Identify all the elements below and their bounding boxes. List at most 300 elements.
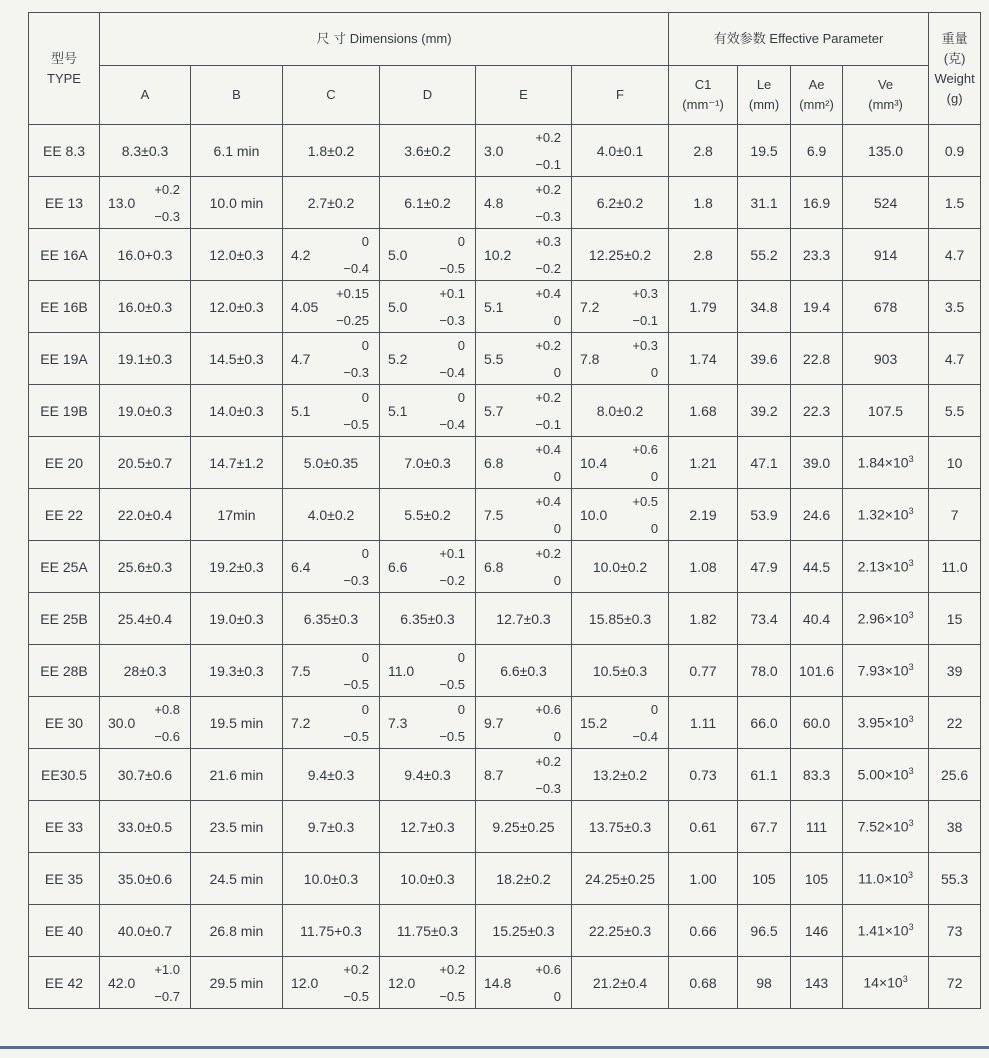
ve-cell xyxy=(843,593,929,645)
tolerance-stack xyxy=(507,546,571,588)
table-row xyxy=(29,177,981,229)
tolerance-value xyxy=(380,385,475,436)
lower-tolerance: −0.1 xyxy=(535,156,561,172)
nominal-value: 6.8 xyxy=(484,454,504,471)
tolerance-stack xyxy=(603,338,668,380)
ae-cell: 143 xyxy=(791,957,843,1009)
ve-cell xyxy=(843,437,929,489)
tolerance-value xyxy=(476,281,571,332)
dim-d-cell: 7.0±0.3 xyxy=(380,437,476,489)
ve-mantissa: 11.0×10 xyxy=(858,870,909,887)
ve-cell: 914 xyxy=(843,229,929,281)
le-cell: 61.1 xyxy=(738,749,791,801)
c1-cell: 1.00 xyxy=(669,853,738,905)
ve-exponent: 3 xyxy=(908,714,914,725)
weight-header-en: Weight xyxy=(934,70,975,86)
nominal-value: 7.5 xyxy=(484,506,504,523)
upper-tolerance: +0.8 xyxy=(154,701,180,717)
ve-cell xyxy=(843,697,929,749)
dim-d-cell xyxy=(380,385,476,437)
dim-e-cell: 12.7±0.3 xyxy=(476,593,572,645)
ve-mantissa: 7.52×10 xyxy=(857,818,909,835)
upper-tolerance: +0.4 xyxy=(535,493,561,509)
upper-tolerance: +0.15 xyxy=(336,285,369,301)
c1-cell: 0.68 xyxy=(669,957,738,1009)
nominal-value: 12.0 xyxy=(291,974,319,991)
dim-f-cell: 10.5±0.3 xyxy=(572,645,669,697)
dim-a-cell: 25.6±0.3 xyxy=(100,541,191,593)
dim-c-cell: 1.8±0.2 xyxy=(283,125,380,177)
nominal-value: 6.4 xyxy=(291,558,311,575)
type-cell: EE 25A xyxy=(29,541,100,593)
c1-cell: 0.73 xyxy=(669,749,738,801)
c1-cell: 2.8 xyxy=(669,229,738,281)
nominal-value: 12.0 xyxy=(388,974,416,991)
ae-cell: 105 xyxy=(791,853,843,905)
dim-f-cell xyxy=(572,333,669,385)
col-e-header: E xyxy=(476,66,572,125)
upper-tolerance: +0.4 xyxy=(535,285,561,301)
lower-tolerance: −0.5 xyxy=(439,988,465,1004)
ve-exponent: 3 xyxy=(908,610,914,621)
dim-d-cell: 12.7±0.3 xyxy=(380,801,476,853)
table-row xyxy=(29,697,981,749)
dim-e-cell xyxy=(476,489,572,541)
dim-b-cell: 19.3±0.3 xyxy=(191,645,283,697)
header-row-1 xyxy=(29,13,981,66)
dim-d-cell: 9.4±0.3 xyxy=(380,749,476,801)
tolerance-stack xyxy=(314,650,379,692)
dim-f-cell: 12.25±0.2 xyxy=(572,229,669,281)
ve-mantissa: 2.96×10 xyxy=(857,610,909,627)
dimensions-header: 尺 寸 Dimensions (mm) xyxy=(100,13,669,66)
dim-e-cell xyxy=(476,437,572,489)
dim-a-cell xyxy=(100,697,191,749)
dim-e-cell xyxy=(476,281,572,333)
type-header-en: TYPE xyxy=(47,70,81,86)
dim-a-cell: 16.0±0.3 xyxy=(100,281,191,333)
dim-c-cell: 2.7±0.2 xyxy=(283,177,380,229)
nominal-value: 7.8 xyxy=(580,350,600,367)
weight-cell: 0.9 xyxy=(929,125,981,177)
ve-mantissa: 3.95×10 xyxy=(857,714,909,731)
lower-tolerance: 0 xyxy=(650,468,659,484)
type-cell: EE30.5 xyxy=(29,749,100,801)
dim-f-cell: 21.2±0.4 xyxy=(572,957,669,1009)
ae-cell: 22.8 xyxy=(791,333,843,385)
dim-d-cell: 6.1±0.2 xyxy=(380,177,476,229)
upper-tolerance: +0.2 xyxy=(535,753,561,769)
table-row xyxy=(29,541,981,593)
ve-exponent: 3 xyxy=(908,870,914,881)
tolerance-stack xyxy=(507,494,571,536)
upper-tolerance: 0 xyxy=(457,389,465,405)
tolerance-stack xyxy=(314,390,379,432)
nominal-value: 4.2 xyxy=(291,246,311,263)
dim-d-cell: 11.75±0.3 xyxy=(380,905,476,957)
table-row xyxy=(29,853,981,905)
le-cell: 55.2 xyxy=(738,229,791,281)
le-cell: 66.0 xyxy=(738,697,791,749)
tolerance-stack xyxy=(411,234,475,276)
tolerance-stack xyxy=(507,390,571,432)
type-cell: EE 19B xyxy=(29,385,100,437)
nominal-value: 7.2 xyxy=(291,714,311,731)
ae-cell: 19.4 xyxy=(791,281,843,333)
tolerance-stack xyxy=(507,182,571,224)
effective-parameter-header: 有效参数 Effective Parameter xyxy=(669,13,929,66)
dim-c-cell: 9.7±0.3 xyxy=(283,801,380,853)
lower-tolerance: 0 xyxy=(650,520,659,536)
table-row xyxy=(29,645,981,697)
ee-core-spec-table xyxy=(28,12,981,1009)
dim-a-cell: 8.3±0.3 xyxy=(100,125,191,177)
tolerance-stack xyxy=(411,546,475,588)
upper-tolerance: 0 xyxy=(457,337,465,353)
table-row xyxy=(29,333,981,385)
tolerance-value xyxy=(476,125,571,176)
dim-f-cell: 10.0±0.2 xyxy=(572,541,669,593)
col-c-header: C xyxy=(283,66,380,125)
tolerance-stack xyxy=(139,702,190,744)
dim-a-cell xyxy=(100,177,191,229)
weight-cell: 10 xyxy=(929,437,981,489)
lower-tolerance: 0 xyxy=(650,364,659,380)
nominal-value: 4.7 xyxy=(291,350,311,367)
ve-cell xyxy=(843,541,929,593)
tolerance-value xyxy=(100,957,190,1008)
dim-f-cell: 4.0±0.1 xyxy=(572,125,669,177)
upper-tolerance: +0.2 xyxy=(535,181,561,197)
ve-mantissa: 1.84×10 xyxy=(857,454,909,471)
table-row xyxy=(29,749,981,801)
weight-cell: 4.7 xyxy=(929,229,981,281)
tolerance-stack xyxy=(507,754,571,796)
tolerance-stack xyxy=(611,442,668,484)
tolerance-value xyxy=(380,333,475,384)
weight-header-cn: 重量 xyxy=(941,30,968,46)
le-cell: 34.8 xyxy=(738,281,791,333)
dim-e-cell: 18.2±0.2 xyxy=(476,853,572,905)
le-cell: 105 xyxy=(738,853,791,905)
tolerance-stack xyxy=(515,234,571,276)
dim-f-cell: 13.75±0.3 xyxy=(572,801,669,853)
le-cell: 78.0 xyxy=(738,645,791,697)
lower-tolerance: −0.5 xyxy=(343,988,369,1004)
tolerance-stack xyxy=(507,130,571,172)
tolerance-value xyxy=(283,645,379,696)
type-header xyxy=(29,13,100,125)
tolerance-value xyxy=(476,229,571,280)
ve-cell: 107.5 xyxy=(843,385,929,437)
dim-b-cell: 21.6 min xyxy=(191,749,283,801)
dim-f-cell: 13.2±0.2 xyxy=(572,749,669,801)
dim-c-cell xyxy=(283,697,380,749)
c1-unit: (mm⁻¹) xyxy=(682,97,724,112)
upper-tolerance: +0.2 xyxy=(535,545,561,561)
tolerance-value xyxy=(572,333,668,384)
upper-tolerance: +0.1 xyxy=(439,545,465,561)
nominal-value: 5.0 xyxy=(388,298,408,315)
upper-tolerance: +0.1 xyxy=(439,285,465,301)
le-label: Le xyxy=(756,77,772,92)
table-row xyxy=(29,801,981,853)
upper-tolerance: +0.2 xyxy=(535,129,561,145)
dim-d-cell: 3.6±0.2 xyxy=(380,125,476,177)
dim-b-cell: 14.0±0.3 xyxy=(191,385,283,437)
dim-d-cell: 5.5±0.2 xyxy=(380,489,476,541)
le-unit: (mm) xyxy=(748,97,780,112)
tolerance-value xyxy=(380,281,475,332)
dim-b-cell: 19.0±0.3 xyxy=(191,593,283,645)
table-row xyxy=(29,905,981,957)
ve-mantissa: 14×10 xyxy=(863,974,903,991)
dim-c-cell: 4.0±0.2 xyxy=(283,489,380,541)
ae-header xyxy=(791,66,843,125)
dim-d-cell: 6.35±0.3 xyxy=(380,593,476,645)
nominal-value: 6.8 xyxy=(484,558,504,575)
weight-cell: 72 xyxy=(929,957,981,1009)
table-row xyxy=(29,229,981,281)
weight-cell: 15 xyxy=(929,593,981,645)
upper-tolerance: +0.6 xyxy=(535,701,561,717)
dim-d-cell xyxy=(380,645,476,697)
lower-tolerance: −0.3 xyxy=(535,780,561,796)
weight-cell: 4.7 xyxy=(929,333,981,385)
tolerance-value xyxy=(380,229,475,280)
c1-cell: 1.08 xyxy=(669,541,738,593)
le-cell: 73.4 xyxy=(738,593,791,645)
ve-mantissa: 1.32×10 xyxy=(857,506,909,523)
lower-tolerance: −0.5 xyxy=(439,676,465,692)
tolerance-value xyxy=(380,957,475,1008)
le-cell: 39.2 xyxy=(738,385,791,437)
tolerance-value xyxy=(476,437,571,488)
upper-tolerance: 0 xyxy=(457,701,465,717)
le-cell: 47.9 xyxy=(738,541,791,593)
ve-cell xyxy=(843,749,929,801)
upper-tolerance: 0 xyxy=(361,389,369,405)
tolerance-stack xyxy=(314,546,379,588)
dim-c-cell: 11.75+0.3 xyxy=(283,905,380,957)
type-cell: EE 16A xyxy=(29,229,100,281)
tolerance-value xyxy=(283,281,379,332)
ae-cell: 24.6 xyxy=(791,489,843,541)
table-row xyxy=(29,489,981,541)
ae-cell: 23.3 xyxy=(791,229,843,281)
dim-e-cell xyxy=(476,125,572,177)
dim-f-cell xyxy=(572,697,669,749)
dim-d-cell xyxy=(380,697,476,749)
ve-exponent: 3 xyxy=(908,454,914,465)
tolerance-value xyxy=(283,229,379,280)
lower-tolerance: −0.5 xyxy=(439,728,465,744)
nominal-value: 5.1 xyxy=(484,298,504,315)
lower-tolerance: −0.5 xyxy=(343,728,369,744)
tolerance-stack xyxy=(419,962,475,1004)
upper-tolerance: 0 xyxy=(361,545,369,561)
dim-b-cell: 19.2±0.3 xyxy=(191,541,283,593)
nominal-value: 9.7 xyxy=(484,714,504,731)
lower-tolerance: −0.3 xyxy=(343,364,369,380)
lower-tolerance: −0.1 xyxy=(632,312,659,328)
nominal-value: 42.0 xyxy=(108,974,136,991)
type-cell: EE 40 xyxy=(29,905,100,957)
ve-cell xyxy=(843,645,929,697)
dim-a-cell: 16.0+0.3 xyxy=(100,229,191,281)
dim-b-cell: 23.5 min xyxy=(191,801,283,853)
dim-f-cell: 15.85±0.3 xyxy=(572,593,669,645)
ae-cell: 6.9 xyxy=(791,125,843,177)
ve-header xyxy=(843,66,929,125)
ae-cell: 39.0 xyxy=(791,437,843,489)
dim-a-cell: 40.0±0.7 xyxy=(100,905,191,957)
ve-cell xyxy=(843,801,929,853)
weight-cell: 1.5 xyxy=(929,177,981,229)
nominal-value: 11.0 xyxy=(388,662,415,679)
dim-c-cell xyxy=(283,385,380,437)
tolerance-value xyxy=(572,281,668,332)
dim-c-cell: 5.0±0.35 xyxy=(283,437,380,489)
ve-exponent: 3 xyxy=(908,818,914,829)
weight-cell: 73 xyxy=(929,905,981,957)
upper-tolerance: +0.4 xyxy=(535,441,561,457)
nominal-value: 10.2 xyxy=(484,246,512,263)
ve-exponent: 3 xyxy=(908,506,914,517)
dim-f-cell: 6.2±0.2 xyxy=(572,177,669,229)
tolerance-stack xyxy=(411,286,475,328)
weight-cell: 39 xyxy=(929,645,981,697)
nominal-value: 5.1 xyxy=(291,402,311,419)
tolerance-stack xyxy=(314,702,379,744)
upper-tolerance: +0.3 xyxy=(632,337,659,353)
dim-e-cell xyxy=(476,177,572,229)
lower-tolerance: 0 xyxy=(553,468,561,484)
dim-b-cell: 12.0±0.3 xyxy=(191,281,283,333)
ve-mantissa: 5.00×10 xyxy=(857,766,909,783)
upper-tolerance: +0.2 xyxy=(343,961,369,977)
dim-b-cell: 10.0 min xyxy=(191,177,283,229)
ve-cell xyxy=(843,905,929,957)
ve-exponent: 3 xyxy=(908,922,914,933)
nominal-value: 5.1 xyxy=(388,402,408,419)
tolerance-stack xyxy=(314,234,379,276)
tolerance-value xyxy=(476,697,571,748)
upper-tolerance: +0.5 xyxy=(632,493,659,509)
nominal-value: 3.0 xyxy=(484,142,504,159)
dim-a-cell: 30.7±0.6 xyxy=(100,749,191,801)
lower-tolerance: 0 xyxy=(553,364,561,380)
tolerance-value xyxy=(283,385,379,436)
dim-a-cell: 35.0±0.6 xyxy=(100,853,191,905)
nominal-value: 10.4 xyxy=(580,454,608,471)
c1-cell: 1.8 xyxy=(669,177,738,229)
dim-a-cell: 33.0±0.5 xyxy=(100,801,191,853)
ve-exponent: 3 xyxy=(908,766,914,777)
col-a-header: A xyxy=(100,66,191,125)
weight-unit-cn: (克) xyxy=(943,50,966,66)
type-cell: EE 8.3 xyxy=(29,125,100,177)
type-cell: EE 20 xyxy=(29,437,100,489)
dim-e-cell xyxy=(476,957,572,1009)
dim-c-cell xyxy=(283,645,380,697)
dim-a-cell: 25.4±0.4 xyxy=(100,593,191,645)
le-cell: 53.9 xyxy=(738,489,791,541)
tolerance-value xyxy=(476,749,571,800)
header-row-2 xyxy=(29,66,981,125)
table-body xyxy=(29,125,981,1009)
dim-e-cell xyxy=(476,229,572,281)
bottom-rule xyxy=(0,1046,989,1049)
lower-tolerance: −0.5 xyxy=(439,260,465,276)
nominal-value: 4.8 xyxy=(484,194,504,211)
dim-f-cell: 8.0±0.2 xyxy=(572,385,669,437)
dim-e-cell: 9.25±0.25 xyxy=(476,801,572,853)
lower-tolerance: 0 xyxy=(553,312,561,328)
tolerance-stack xyxy=(418,650,475,692)
upper-tolerance: +0.2 xyxy=(535,337,561,353)
nominal-value: 6.6 xyxy=(388,558,408,575)
ae-cell: 146 xyxy=(791,905,843,957)
tolerance-stack xyxy=(515,962,571,1004)
dim-c-cell: 10.0±0.3 xyxy=(283,853,380,905)
tolerance-value xyxy=(283,333,379,384)
ve-cell xyxy=(843,957,929,1009)
c1-cell: 1.79 xyxy=(669,281,738,333)
upper-tolerance: +0.2 xyxy=(439,961,465,977)
weight-cell: 5.5 xyxy=(929,385,981,437)
dim-b-cell: 29.5 min xyxy=(191,957,283,1009)
dim-b-cell: 14.5±0.3 xyxy=(191,333,283,385)
tolerance-stack xyxy=(507,702,571,744)
ae-cell: 40.4 xyxy=(791,593,843,645)
table-row xyxy=(29,281,981,333)
upper-tolerance: 0 xyxy=(650,701,659,717)
dim-b-cell: 24.5 min xyxy=(191,853,283,905)
dim-d-cell xyxy=(380,957,476,1009)
dim-e-cell xyxy=(476,541,572,593)
nominal-value: 7.2 xyxy=(580,298,600,315)
dim-c-cell xyxy=(283,281,380,333)
nominal-value: 14.8 xyxy=(484,974,512,991)
tolerance-stack xyxy=(603,286,668,328)
lower-tolerance: −0.2 xyxy=(535,260,561,276)
nominal-value: 15.2 xyxy=(580,714,608,731)
dim-c-cell xyxy=(283,333,380,385)
dim-c-cell xyxy=(283,541,380,593)
lower-tolerance: −0.3 xyxy=(439,312,465,328)
tolerance-stack xyxy=(611,494,668,536)
lower-tolerance: −0.4 xyxy=(343,260,369,276)
nominal-value: 4.05 xyxy=(291,298,319,315)
le-cell: 39.6 xyxy=(738,333,791,385)
dim-f-cell xyxy=(572,281,669,333)
type-cell: EE 35 xyxy=(29,853,100,905)
ae-cell: 101.6 xyxy=(791,645,843,697)
dim-e-cell xyxy=(476,385,572,437)
type-cell: EE 30 xyxy=(29,697,100,749)
ve-cell xyxy=(843,489,929,541)
nominal-value: 30.0 xyxy=(108,714,136,731)
c1-cell: 1.21 xyxy=(669,437,738,489)
ae-cell: 22.3 xyxy=(791,385,843,437)
tolerance-value xyxy=(476,385,571,436)
tolerance-stack xyxy=(322,962,379,1004)
tolerance-stack xyxy=(322,286,379,328)
tolerance-value xyxy=(476,177,571,228)
ve-cell: 135.0 xyxy=(843,125,929,177)
table-row xyxy=(29,385,981,437)
